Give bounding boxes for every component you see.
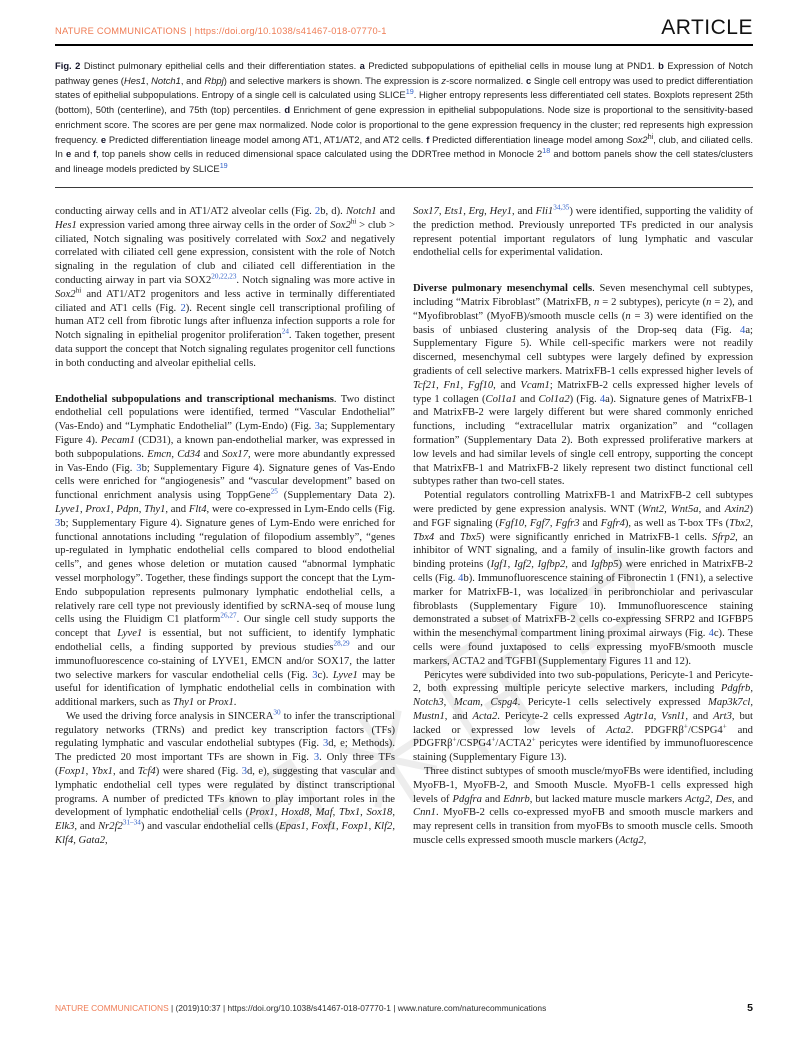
ref-link[interactable]: 31–34 [122, 818, 141, 827]
body-columns [55, 205, 753, 848]
ref-link[interactable]: 24 [281, 327, 289, 336]
ref-link[interactable]: 2 [180, 302, 186, 314]
footer-citation-rest[interactable]: | (2019)10:37 | https://doi.org/10.1038/s41467-018-07770-1 | www.nature.com/naturecommunications [168, 1003, 547, 1013]
section-paragraph: Diverse pulmonary mesenchymal cells. Seven mesenchymal cell subtypes, including “Matrix Fibroblast” (MatrixFB, n = 2 subtypes), pericyte (n = 2), and “Myofibroblast” (MyoFB)/smooth muscle cells (n = 3) were identified on the basis of unbiased clustering analysis of the Drop-seq data (Fig. 4a; Supplementary Figure 5). While cell-specific markers were not readily discerned, mesenchymal cell subtypes were largely defined by expression gradients of cell selective markers. MatrixFB-1 cells expressed higher levels of Tcf21, Fn1, Fgf10, and Vcam1; MatrixFB-2 cells expressed higher levels of type 1 collagen (Col1a1 and Col1a2) (Fig. 4a). Signature genes of MatrixFB-1 and MatrixFB-2 were largely different but were shared commonly enriched functions, including “extracellular matrix organization” and “collagen formation” (Supplementary Data 2). Both expressed proliferative markers at low levels and had similar levels of single cell entropy, supporting the concept that MatrixFB-1 and MatrixFB-2 likely represent two distinct functional cell subtypes rather than two-cell states. [413, 283, 754, 488]
page-footer [55, 1002, 753, 1014]
footer-citation [55, 1003, 546, 1013]
ref-link[interactable]: 2 [314, 206, 321, 217]
journal-doi-line[interactable]: NATURE COMMUNICATIONS | https://doi.org/10.1038/s41467-018-07770-1 [55, 26, 387, 36]
ref-link[interactable]: 4 [708, 628, 714, 640]
ref-link[interactable]: 25 [270, 487, 278, 496]
ref-link[interactable]: 3 [241, 766, 247, 778]
caption-divider-rule [55, 187, 753, 188]
ref-link[interactable]: 3 [136, 462, 142, 474]
header-rule [55, 44, 753, 46]
ref-link[interactable]: 19 [219, 160, 228, 170]
ref-link[interactable]: 30 [273, 708, 281, 717]
ref-link[interactable]: 4 [458, 572, 464, 584]
ref-link[interactable]: 3 [313, 752, 320, 764]
ref-link[interactable]: 3 [314, 421, 320, 433]
ref-link[interactable]: 4 [599, 393, 606, 405]
ref-link[interactable]: 4 [740, 324, 746, 336]
left-column [55, 205, 395, 848]
ref-link[interactable]: 19 [405, 87, 414, 97]
page-number: 5 [747, 1002, 753, 1014]
figure-2-caption: Fig. 2 Distinct pulmonary epithelial cells and their differentiation states. a Predicted subpopulations of epithelial cells in mouse lung at PND1. b Expression of Notch pathway genes (Hes1, Notch1, and Rbpj) and selective markers is shown. The expression is z-score normalized. c Single cell entropy was used to predict differentiation states of epithelial subpopulations. Entropy of a single cell is calculated using SLICE$^{19}$. Higher entropy represents less differentiated cell states. Boxplots represent 25th (bottom), 50th (centerline), and 75th (top) percentiles. d Enrichment of gene expression in epithelial subpopulations. Node size is proportional to the sensitivity-based enrichment score. The scores are per gene max normalized. Node color is proportional to the gene expression frequency in the cluster; red represents high expression frequency. e Predicted differentiation lineage model among AT1, AT1/AT2, and AT2 cells. f Predicted differentiation lineage model among $Sox2^{hi}$, club, and ciliated cells. In e and f, top panels show cells in reduced dimensional space calculated using the DDRTree method in Monocle $2^{18}$ and bottom panels show the cell states/clusters and lineage models predicted by SLICE$^{19}$ [55, 60, 754, 174]
ref-link[interactable]: 3 [55, 517, 61, 529]
ref-link[interactable]: 18 [542, 146, 551, 156]
body-paragraph: conducting airway cells and in AT1/AT2 alveolar cells (Fig. 2b, d). Notch1 and Hes1 expression varied among three airway cells in the order of $Sox2^{hi}$ > club > ciliated, Notch signaling was positively correlated with Sox2 and negatively correlated with ciliated cell gene expression, consistent with the role of Notch signaling in the regulation of club and ciliated cell differentiation in the conducting airway in part via SOX2$^{20,22,23}$. Notch signaling was more active in $Sox2^{hi}$ and AT1/AT2 progenitors and less active in terminally differentiated ciliated and AT1 cells (Fig. 2). Recent single cell transcriptional profiling of human AT2 cell from fibrotic lungs after influenza infection supports a role for Notch signaling in epithelial progenitor proliferation$^{24}$. Taken together, present data support the concept that Notch signaling regulates progenitor cell functions in both conducting and alveolar epithelial cells. [55, 206, 396, 369]
body-paragraph: Three distinct subtypes of smooth muscle/myoFBs were identified, including MyoFB-1, MyoFB-2, and Smooth Muscle. MyoFB-1 cells expressed high levels of Pdgfra and Ednrb, but lacked mature muscle markers Actg2, Des, and Cnn1. MyoFB-2 cells co-expressed myoFB and smooth muscle markers and may represent cells in transition from myoFBs to smooth muscle cells. Smooth muscle cells expressed smooth muscle markers (Actg2, [413, 766, 753, 847]
right-column [413, 205, 753, 848]
body-paragraph: Pericytes were subdivided into two sub-populations, Pericyte-1 and Pericyte-2, both expressing multiple pericyte selective markers, including Pdgfrb, Notch3, Mcam, Cspg4. Pericyte-1 cells selectively expressed Map3k7cl, Mustn1, and Acta2. Pericyte-2 cells expressed Agtr1a, Vsnl1, and Art3, but lacked or expressed low levels of Acta2. PDGFRβ+/CSPG4+ and PDGFRβ+/CSPG4+/ACTA2+ pericytes were identified by immunofluorescence staining (Supplementary Figure 13). [413, 669, 754, 764]
ref-link[interactable]: 34,35 [553, 203, 570, 212]
ref-link[interactable]: 26,27 [220, 611, 237, 620]
body-paragraph: We used the driving force analysis in SINCERA$^{30}$ to infer the transcriptional regulatory networks (TRNs) and predict key transcription factors (TFs) regulating lymphatic and vascular endothelial subtypes (Fig. 3d, e; Methods). The predicted 20 most important TFs are shown in Fig. 3. Only three TFs (Foxp1, Ybx1, and Tcf4) were shared (Fig. 3d, e), suggesting that vascular and lymphatic endothelial cell types were regulated by distinct transcriptional programs. A number of predicted TFs known to play important roles in the development of lymphatic endothelial cells (Prox1, Hoxd8, Maf, Tbx1, Sox18, Elk3, and Nr2f2$^{31-34}$) and vascular endothelial cells (Epas1, Foxf1, Foxp1, Klf2, Klf4, Gata2, [55, 708, 396, 847]
section-paragraph: Endothelial subpopulations and transcriptional mechanisms. Two distinct endothelial cell populations were identified, termed “Vascular Endothelial” (Vas-Endo) and “Lymphatic Endothelial” (Lym-Endo) (Fig. 3a; Supplementary Figure 4). Pecam1 (CD31), a known pan-endothelial marker, was expressed in both subpopulations. Emcn, Cd34 and Sox17, were more abundantly expressed in Vas-Endo (Fig. 3b; Supplementary Figure 4). Signature genes of Vas-Endo cells were enriched for “angiogenesis” and “vascular development” based on functional enrichment analysis using ToppGene$^{25}$ (Supplementary Data 2). Lyve1, Prox1, Pdpn, Thy1, and Flt4, were co-expressed in Lym-Endo cells (Fig. 3b; Supplementary Figure 4). Signature genes of Lym-Endo were enriched for functional annotations including “regulation of filopodium assembly”, “genes up-regulated in lymphatic endothelial cells compared to blood endothelial cells”, and genes whose deletion or mutation caused “abnormal lymphatic vessel morphology”. Together, these findings support the concept that the Lym-Endo subpopulation represents pulmonary lymphatic endothelial cells, a relatively rare cell type not previously identified by scRNA-seq of mouse lung cells using the Fluidigm C1 platform$^{26,27}$. Our single cell study supports the concept that Lyve1 is essential, but not sufficient, to identify lymphatic endothelial cells, a finding supported by previous studies$^{28,29}$ and our immunofluorescence co-staining of LYVE1, EMCN and/or SOX17, the latter two selective markers for vascular endothelial cells (Fig. 3c). Lyve1 may be useful for identification of lymphatic endothelial cells in combination with additional markers, such as Thy1 or Prox1. [55, 393, 396, 709]
page-header [55, 16, 753, 40]
body-paragraph: Potential regulators controlling MatrixFB-1 and MatrixFB-2 cell subtypes were predicted by gene expression analysis. WNT (Wnt2, Wnt5a, and Axin2) and FGF signaling (Fgf10, Fgf7, Fgfr3 and Fgfr4), as well as T-box TFs (Tbx2, Tbx4 and Tbx5) were significantly enriched in MatrixFB-1 cells. Sfrp2, an inhibitor of WNT signaling, and a family of insulin-like growth factors and binding proteins (Igf1, Igf2, Igfbp2, and Igfbp5) were enriched in MatrixFB-2 cells (Fig. 4b). Immunofluorescence staining of Fibronectin 1 (FN1), a selective marker for MatrixFB-1, was localized in peribronchiolar and perivascular fibroblasts (Supplementary Figure 10). Immunofluorescence staining demonstrated a subset of MatrixFB-2 cells co-expressing SFRP2 and IGFBP5 within the mesenchymal compartment lining proximal airways (Fig. 4c). These cells were found juxtaposed to cells expressing myoFB/smooth muscle markers, ACTA2 and TGFBI (Supplementary Figures 11 and 12). [413, 490, 754, 667]
ref-link[interactable]: 3 [322, 738, 329, 750]
ref-link[interactable]: 28,29 [333, 639, 350, 648]
body-paragraph: Sox17, Ets1, Erg, Hey1, and Fli1$^{34,35}$) were identified, supporting the validity of the prediction method. Previously unreported TFs predicted in our analysis represent potential important regulators of lung lymphatic and vascular endothelial cells for experimental validation. [413, 203, 754, 259]
footer-journal-name: NATURE COMMUNICATIONS [55, 1003, 169, 1013]
ref-link[interactable]: 20,22,23 [211, 272, 237, 281]
ref-link[interactable]: 3 [312, 669, 318, 681]
article-type-label: ARTICLE [661, 16, 753, 39]
